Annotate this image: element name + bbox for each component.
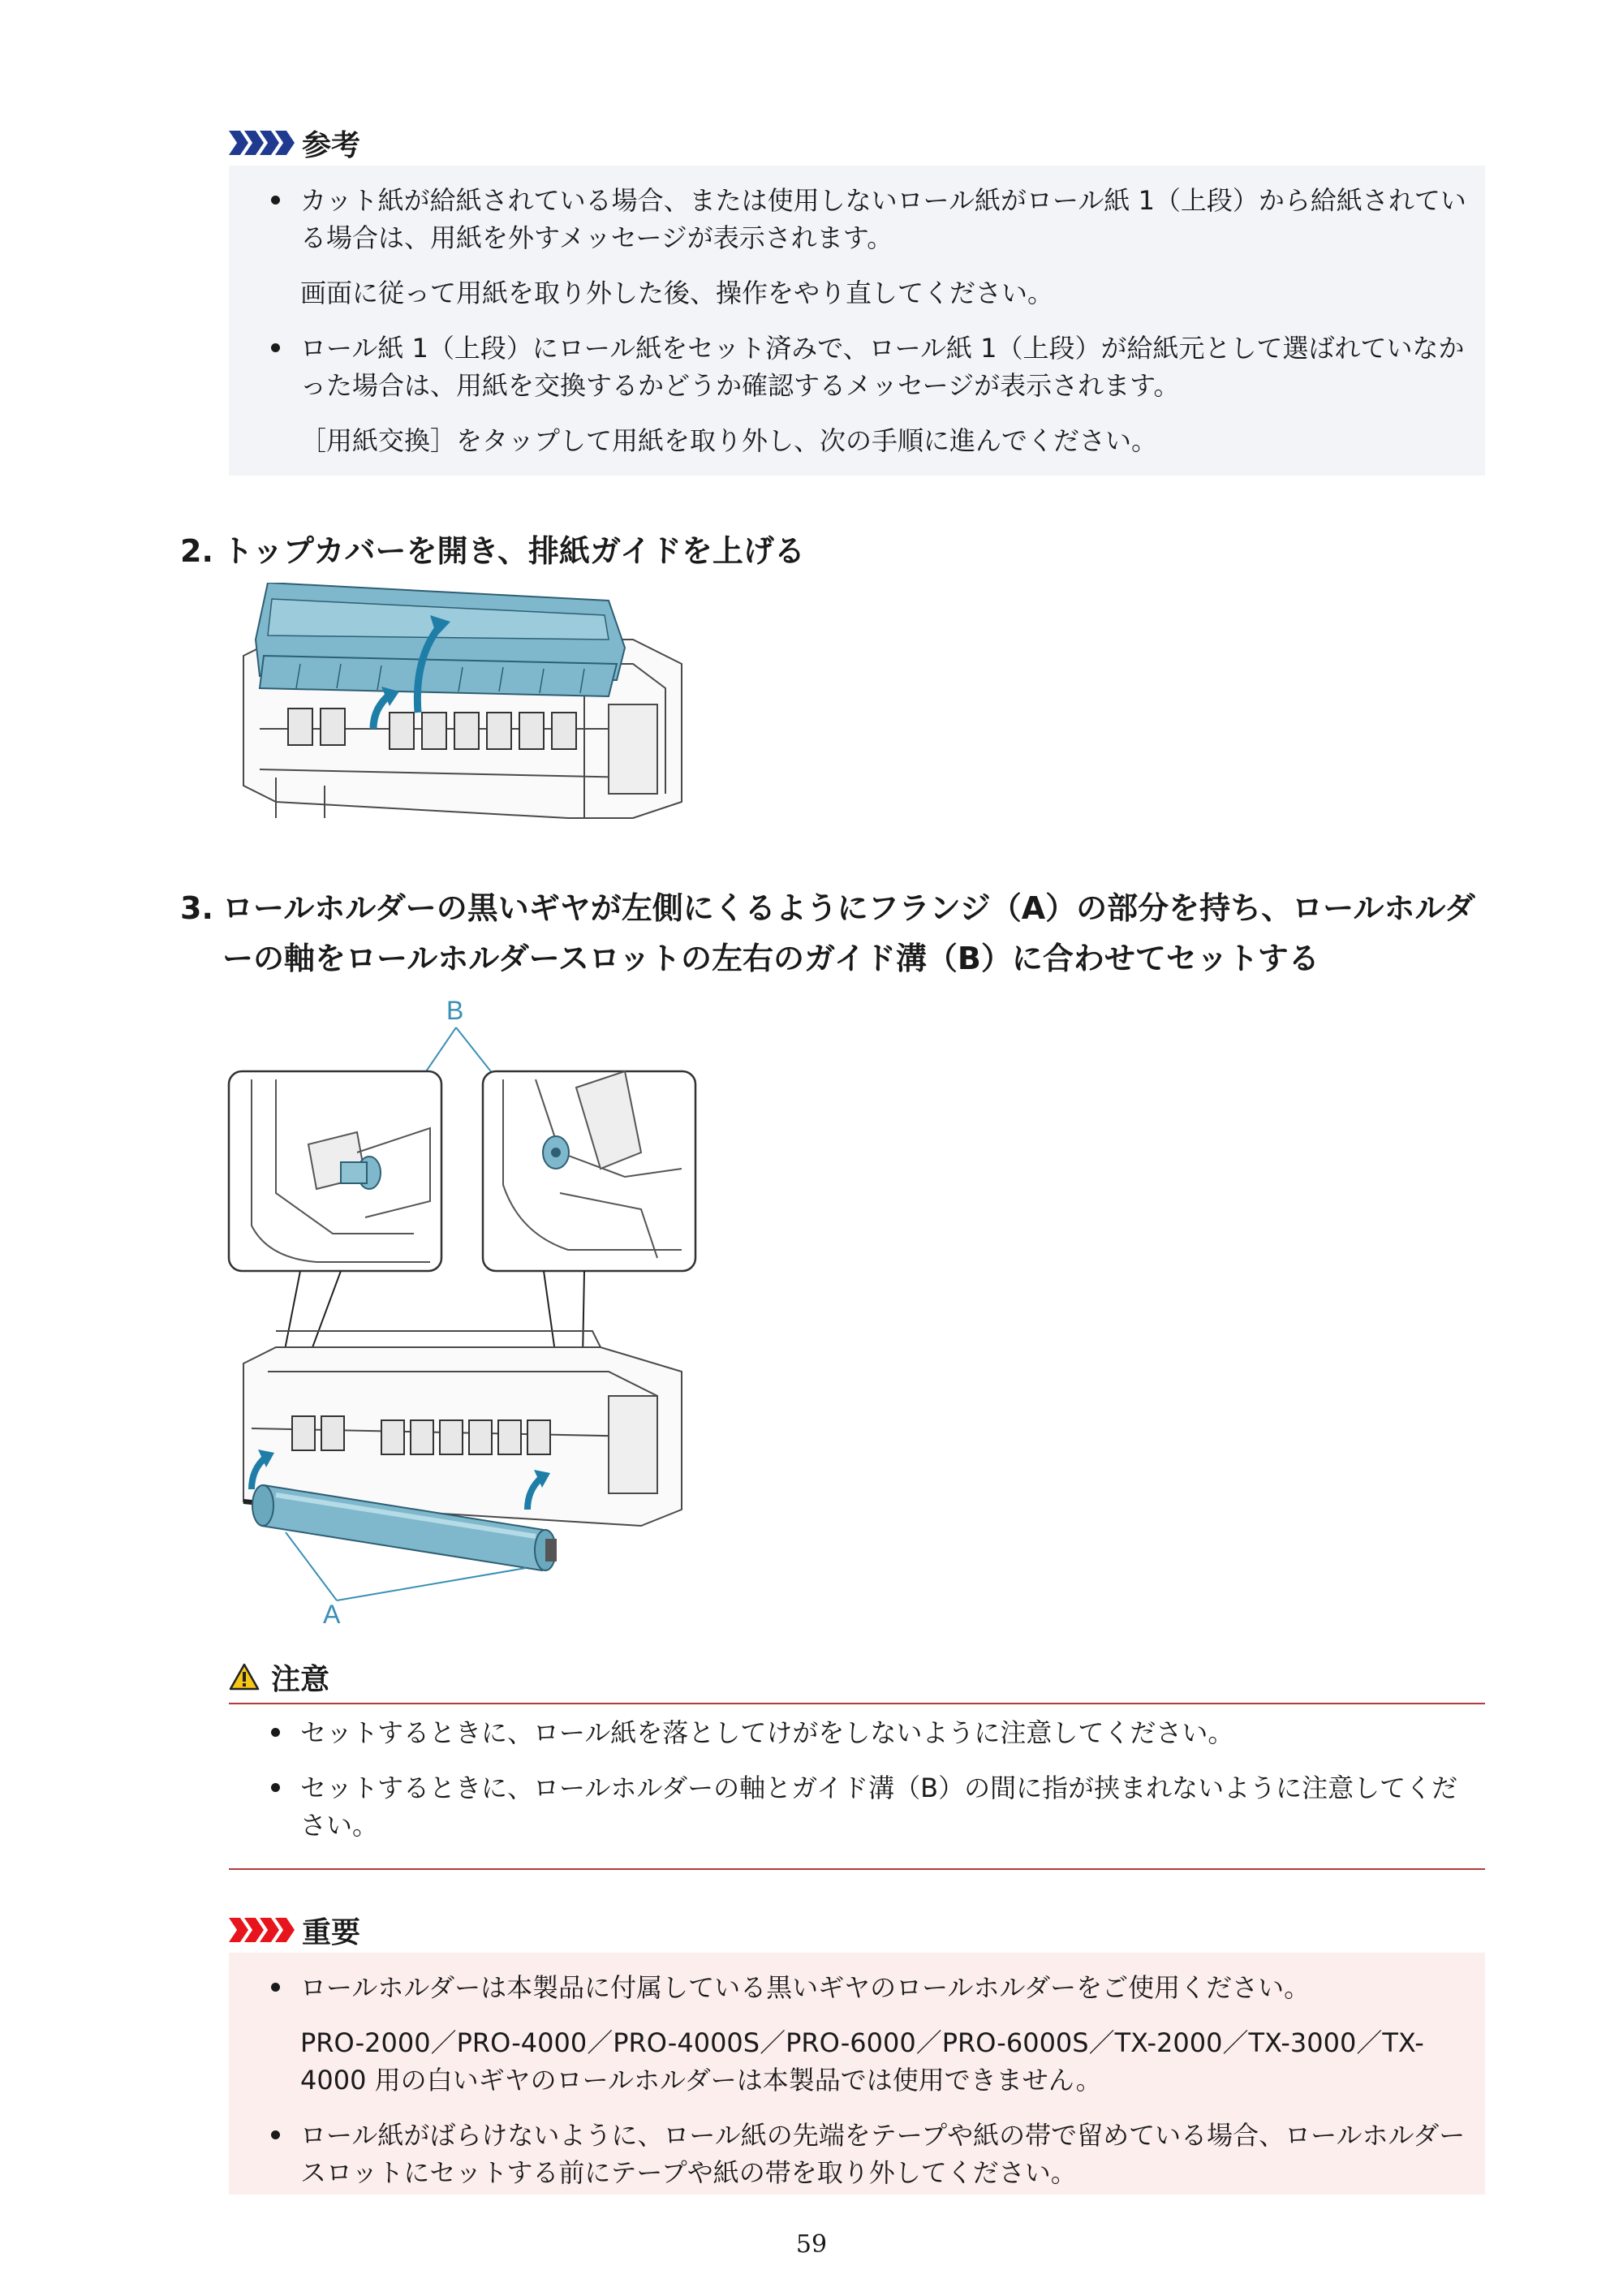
step-number: 2. xyxy=(180,533,213,569)
note-title: 参考 xyxy=(302,128,361,162)
step-text: ロールホルダーの黒いギヤが左側にくるようにフランジ（A）の部分を持ち、ロールホルダーの軸をロールホルダースロットの左右のガイド溝（B）に合わせてセットする xyxy=(222,890,1475,976)
roll-holder-setting-illustration xyxy=(219,990,706,1623)
step-3-heading xyxy=(180,883,1495,984)
label-a: A xyxy=(323,1600,341,1623)
step-2-heading xyxy=(180,526,1479,576)
caution-title: 注意 xyxy=(271,1662,330,1696)
important-header xyxy=(229,1909,1485,1951)
note-box xyxy=(229,122,1485,476)
caution-bottom-rule xyxy=(229,1868,1485,1870)
important-item: ロールホルダーは本製品に付属している黒いギヤのロールホルダーをご使用ください。 xyxy=(229,1969,1485,2006)
caution-header xyxy=(229,1656,1485,1698)
note-item: カット紙が給紙されている場合、または使用しないロール紙がロール紙 1（上段）から給紙されている場合は、用紙を外すメッセージが表示されます。 xyxy=(229,182,1485,256)
note-body xyxy=(229,166,1485,476)
important-body xyxy=(229,1953,1485,2195)
caution-item: セットするときに、ロール紙を落としてけがをしないように注意してください。 xyxy=(229,1714,1485,1751)
important-item: ロール紙がばらけないように、ロール紙の先端をテープや紙の帯で留めている場合、ロールホルダースロットにセットする前にテープや紙の帯を取り外してください。 xyxy=(229,2117,1485,2191)
page-number: 59 xyxy=(795,2230,828,2259)
note-item-sub: 画面に従って用紙を取り外した後、操作をやり直してください。 xyxy=(300,278,1054,308)
note-item: ロール紙 1（上段）にロール紙をセット済みで、ロール紙 1（上段）が給紙元として選ばれていなかった場合は、用紙を交換するかどうか確認するメッセージが表示されます。 xyxy=(229,330,1485,404)
note-header xyxy=(229,122,1485,164)
printer-open-cover-illustration xyxy=(227,583,698,826)
important-box xyxy=(229,1909,1485,2195)
note-chevron-icon xyxy=(229,131,291,155)
caution-box xyxy=(229,1656,1485,1698)
caution-item: セットするときに、ロールホルダーの軸とガイド溝（B）の間に指が挟まれないように注意してください。 xyxy=(229,1769,1485,1844)
important-item-sub: PRO-2000／PRO-4000／PRO-4000S／PRO-6000／PRO-6000S／TX-2000／TX-3000／TX-4000 用の白いギヤのロールホルダーは本製品では使用できません。 xyxy=(300,2027,1424,2096)
step-number: 3. xyxy=(180,890,213,926)
important-chevron-icon xyxy=(229,1918,291,1942)
caution-top-rule xyxy=(229,1703,1485,1704)
note-item-sub: ［用紙交換］をタップして用紙を取り外し、次の手順に進んでください。 xyxy=(300,425,1158,456)
warning-triangle-icon xyxy=(229,1663,260,1691)
caution-body xyxy=(229,1714,1485,1862)
label-b: B xyxy=(446,996,464,1025)
step-text: トップカバーを開き、排紙ガイドを上げる xyxy=(222,533,805,569)
important-title: 重要 xyxy=(302,1915,361,1949)
